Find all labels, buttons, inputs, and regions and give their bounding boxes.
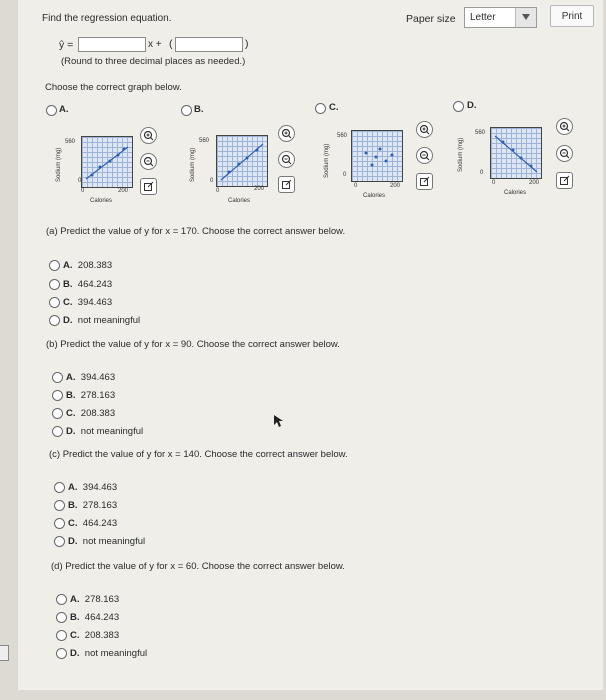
question-b-prompt: (b) Predict the value of y for x = 90. Choose the correct answer below. [46,339,340,350]
question-c-option-a-radio[interactable] [54,482,65,493]
graph-b-y0: 0 [210,178,214,184]
question-d-option-b-radio[interactable] [56,612,67,623]
question-b-option-d-radio[interactable] [52,426,63,437]
graph-d-y0: 0 [480,170,484,176]
slope-input[interactable] [78,37,146,52]
print-button[interactable]: Print [550,5,594,27]
graph-a-ytick: 560 [65,139,76,145]
option-letter: C. [63,297,73,308]
popout-icon[interactable] [140,178,157,195]
zoom-out-icon[interactable] [140,153,157,170]
graph-b-x1: 200 [254,186,265,192]
option-letter: B. [63,279,73,290]
intercept-input[interactable] [175,37,243,52]
question-d-option-d-radio[interactable] [56,648,67,659]
option-text: not meaningful [80,426,144,437]
option-letter: A. [70,594,80,605]
popout-icon[interactable] [278,176,295,193]
graph-c-plot [351,130,403,182]
y-hat-label: ŷ = [59,39,74,51]
zoom-out-icon[interactable] [416,147,433,164]
graph-option-c-letter: C. [329,102,339,113]
graph-c-points [352,131,402,181]
option-text: 278.163 [82,500,118,511]
option-letter: A. [68,482,78,493]
question-c-option-b-radio[interactable] [54,500,65,511]
option-letter: B. [68,500,78,511]
option-letter: D. [66,426,76,437]
graph-option-c-radio[interactable] [315,103,326,114]
graph-a-plot [81,136,133,188]
option-letter: C. [70,630,80,641]
option-letter: C. [66,408,76,419]
option-text: 464.243 [84,612,120,623]
graph-a-ylabel: Sodium (mg) [56,147,62,182]
question-b-option-b-radio[interactable] [52,390,63,401]
question-d-option-a-radio[interactable] [56,594,67,605]
option-text: 394.463 [82,482,118,493]
graph-a-x1: 200 [118,188,129,194]
option-letter: D. [63,315,73,326]
zoom-in-icon[interactable] [278,125,295,142]
zoom-out-icon[interactable] [556,145,573,162]
graph-c-xlabel: Calories [363,193,386,199]
graph-b-x0: 0 [216,188,220,194]
triangle-down-icon [516,8,536,27]
question-a-prompt: (a) Predict the value of y for x = 170. Choose the correct answer below. [46,226,346,237]
graph-c-x0: 0 [354,183,358,189]
option-text: 394.463 [80,372,116,383]
graph-d-x1: 200 [529,180,540,186]
graph-option-d-letter: D. [467,100,477,111]
graph-option-b-radio[interactable] [181,105,192,116]
option-text: 208.383 [84,630,120,641]
side-tab [0,645,9,661]
graph-d-plot [490,127,542,179]
graph-option-a-letter: A. [59,104,69,115]
paper-size-label: Paper size [406,13,456,25]
paren-close: ) [245,38,249,50]
graph-c-ylabel: Sodium (mg) [324,143,330,178]
graph-c-y0: 0 [343,172,347,178]
option-text: not meaningful [77,315,141,326]
graph-d-ylabel: Sodium (mg) [458,137,464,172]
zoom-in-icon[interactable] [416,121,433,138]
graph-option-b-letter: B. [194,104,204,115]
paper-size-value: Letter [470,12,496,23]
option-letter: B. [70,612,80,623]
option-letter: A. [66,372,76,383]
question-a-option-b-radio[interactable] [49,279,60,290]
zoom-out-icon[interactable] [278,151,295,168]
option-text: 464.243 [82,518,118,529]
question-a-option-a-radio[interactable] [49,260,60,271]
option-text: not meaningful [82,536,146,547]
dropdown-button[interactable] [515,8,536,27]
option-text: not meaningful [84,648,148,659]
graph-a-y0: 0 [78,178,82,184]
graph-c-x1: 200 [390,183,401,189]
question-b-option-a-radio[interactable] [52,372,63,383]
graph-d-points [491,128,541,178]
question-d-prompt: (d) Predict the value of y for x = 60. Choose the correct answer below. [51,561,345,572]
graph-b-ylabel: Sodium (mg) [190,147,196,182]
option-text: 208.383 [80,408,116,419]
graph-choice-prompt: Choose the correct graph below. [45,82,182,93]
question-c-option-c-radio[interactable] [54,518,65,529]
graph-a-xlabel: Calories [90,198,113,204]
question-c-prompt: (c) Predict the value of y for x = 140. Choose the correct answer below. [49,449,348,460]
graph-b-plot [216,135,268,187]
mouse-cursor-icon [273,414,285,428]
graph-c-ytick: 560 [337,133,348,139]
option-letter: B. [66,390,76,401]
graph-option-d-radio[interactable] [453,101,464,112]
option-text: 208.383 [77,260,113,271]
option-letter: A. [63,260,73,271]
option-text: 464.243 [77,279,113,290]
graph-option-a-radio[interactable] [46,105,57,116]
zoom-in-icon[interactable] [556,118,573,135]
graph-a-x0: 0 [81,188,85,194]
graph-d-xlabel: Calories [504,190,527,196]
question-a-option-c-radio[interactable] [49,297,60,308]
graph-d-x0: 0 [492,180,496,186]
zoom-in-icon[interactable] [140,127,157,144]
rounding-note: (Round to three decimal places as needed.) [61,56,246,67]
question-page [18,0,603,690]
option-letter: C. [68,518,78,529]
question-d-option-c-radio[interactable] [56,630,67,641]
option-text: 394.463 [77,297,113,308]
graph-b-points [217,136,267,186]
graph-b-xlabel: Calories [228,198,251,204]
question-prompt: Find the regression equation. [42,13,172,24]
paper-size-select[interactable] [464,7,537,28]
option-letter: D. [70,648,80,659]
question-b-option-c-radio[interactable] [52,408,63,419]
popout-icon[interactable] [416,173,433,190]
graph-b-ytick: 560 [199,138,210,144]
popout-icon[interactable] [556,172,573,189]
question-c-option-d-radio[interactable] [54,536,65,547]
option-letter: D. [68,536,78,547]
option-text: 278.163 [80,390,116,401]
paren-open: ( [169,38,173,50]
x-plus-label: x + [148,39,162,50]
graph-d-ytick: 560 [475,130,486,136]
question-a-option-d-radio[interactable] [49,315,60,326]
graph-a-points [82,137,132,187]
option-text: 278.163 [84,594,120,605]
